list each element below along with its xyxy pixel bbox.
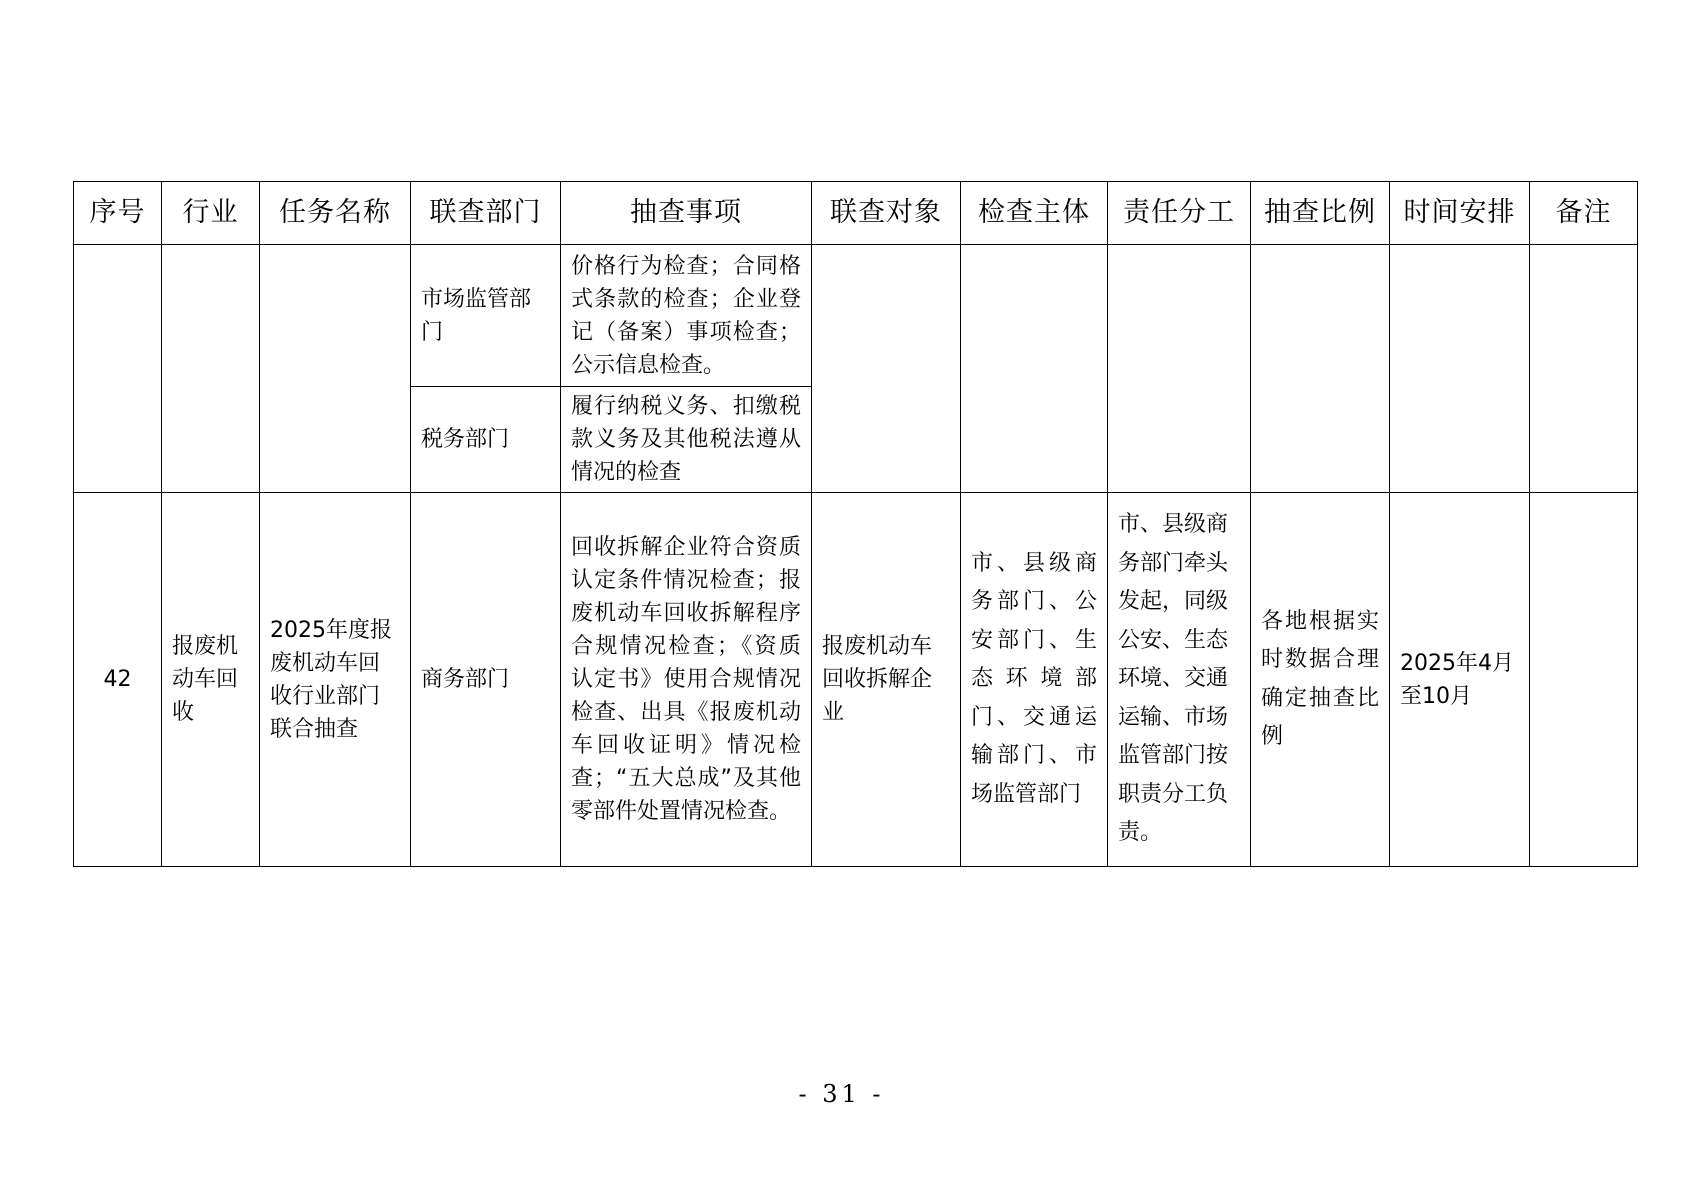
task-cell: 2025年度报废机动车回收行业部门联合抽查 bbox=[260, 493, 411, 867]
remark-cell bbox=[1530, 493, 1638, 867]
header-cell-remark: 备注 bbox=[1530, 182, 1638, 245]
table-row bbox=[74, 493, 1638, 867]
empty-cell bbox=[1530, 245, 1638, 493]
header-cell-dept: 联查部门 bbox=[411, 182, 561, 245]
empty-cell bbox=[74, 245, 162, 493]
empty-cell bbox=[961, 245, 1108, 493]
target-cell: 报废机动车回收拆解企业 bbox=[812, 493, 961, 867]
empty-cell bbox=[260, 245, 411, 493]
schedule-cell: 2025年4月至10月 bbox=[1390, 493, 1530, 867]
dept-cell: 税务部门 bbox=[411, 387, 561, 493]
empty-cell bbox=[1251, 245, 1390, 493]
header-cell-responsibility: 责任分工 bbox=[1108, 182, 1251, 245]
header-cell-ratio: 抽查比例 bbox=[1251, 182, 1390, 245]
industry-cell: 报废机动车回收 bbox=[162, 493, 260, 867]
inspection-table bbox=[73, 181, 1638, 867]
header-cell-subject: 检查主体 bbox=[961, 182, 1108, 245]
table-row bbox=[74, 245, 1638, 387]
empty-cell bbox=[1390, 245, 1530, 493]
ratio-cell: 各地根据实时数据合理确定抽查比例 bbox=[1251, 493, 1390, 867]
header-cell-target: 联查对象 bbox=[812, 182, 961, 245]
page-number: - 31 - bbox=[798, 1080, 885, 1108]
empty-cell bbox=[1108, 245, 1251, 493]
items-cell: 履行纳税义务、扣缴税款义务及其他税法遵从情况的检查 bbox=[561, 387, 812, 493]
header-cell-industry: 行业 bbox=[162, 182, 260, 245]
empty-cell bbox=[162, 245, 260, 493]
header-cell-schedule: 时间安排 bbox=[1390, 182, 1530, 245]
dept-cell: 商务部门 bbox=[411, 493, 561, 867]
subject-cell: 市、县级商务部门、公安部门、生态环境部门、交通运输部门、市场监管部门 bbox=[961, 493, 1108, 867]
header-cell-items: 抽查事项 bbox=[561, 182, 812, 245]
dept-cell: 市场监管部门 bbox=[411, 245, 561, 387]
row-number-cell: 42 bbox=[74, 493, 162, 867]
header-cell-no: 序号 bbox=[74, 182, 162, 245]
items-cell: 回收拆解企业符合资质认定条件情况检查；报废机动车回收拆解程序合规情况检查；《资质认定书》使用合规情况检查、出具《报废机动车回收证明》情况检查；“五大总成”及其他零部件处置情况检查。 bbox=[561, 493, 812, 867]
empty-cell bbox=[812, 245, 961, 493]
responsibility-cell: 市、县级商务部门牵头发起，同级公安、生态环境、交通运输、市场监管部门按职责分工负责。 bbox=[1108, 493, 1251, 867]
header-cell-task: 任务名称 bbox=[260, 182, 411, 245]
items-cell: 价格行为检查；合同格式条款的检查；企业登记（备案）事项检查；公示信息检查。 bbox=[561, 245, 812, 387]
header-row bbox=[74, 182, 1638, 245]
